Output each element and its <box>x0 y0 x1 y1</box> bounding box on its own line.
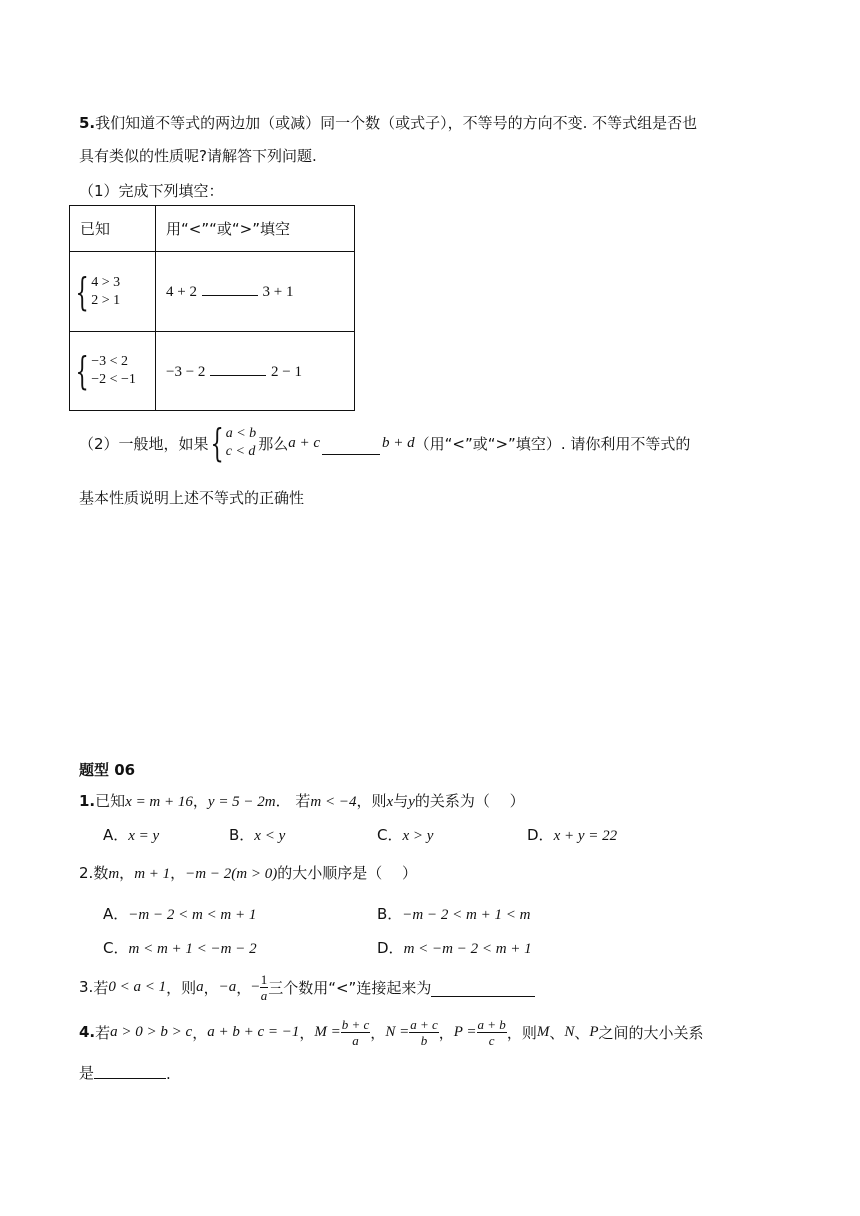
table-row2-fill: −3 − 2 2 − 1 <box>156 332 355 411</box>
p2-option-a[interactable]: A．−m − 2 < m < m + 1 <box>103 905 257 923</box>
p1-option-d[interactable]: D．x + y = 22 <box>527 826 618 844</box>
p2-option-d[interactable]: D．m < −m − 2 < m + 1 <box>377 939 532 957</box>
p1-option-b[interactable]: B．x < y <box>229 826 286 844</box>
q5-part2-line2: 基本性质说明上述不等式的正确性 <box>79 489 305 507</box>
fraction-p: $\frac{a + b}{c}$ <box>477 1016 506 1048</box>
p1-option-a[interactable]: A．x = y <box>103 826 160 844</box>
section-title: 题型 06 <box>79 761 136 779</box>
answer-blank[interactable] <box>322 453 380 455</box>
table-header-fill: 用“<”“或“>”填空 <box>156 206 355 252</box>
part2-system: { a < b c < d <box>209 421 257 465</box>
problem-4-line2: 是 . <box>79 1064 171 1083</box>
q5-part1-label: （1）完成下列填空： <box>79 182 224 200</box>
fraction-1-over-a: $\frac{1}{a}$ <box>260 971 268 1003</box>
answer-blank[interactable] <box>431 995 535 997</box>
q5-text-line1: 我们知道不等式的两边加（或减）同一个数（或式子），不等号的方向不变. 不等式组是否也 <box>95 114 698 132</box>
problem-2: 2.数m，m + 1，−m − 2(m > 0)的大小顺序是（ ） <box>79 864 417 882</box>
table-row1-system: { 4 > 3 2 > 1 <box>70 252 156 332</box>
fill-table <box>69 205 355 411</box>
problem-1: 1.已知x = m + 16，y = 5 − 2m． 若m < −4，则x与y的关系为（ ） <box>79 792 525 810</box>
q5-line1 <box>79 112 697 133</box>
p2-option-c[interactable]: C．m < m + 1 < −m − 2 <box>103 939 257 957</box>
fraction-n: $\frac{a + c}{b}$ <box>410 1016 438 1048</box>
p2-option-b[interactable]: B．−m − 2 < m + 1 < m <box>377 905 531 923</box>
fraction-m: $\frac{b + c}{a}$ <box>341 1016 370 1048</box>
answer-blank[interactable] <box>94 1077 166 1079</box>
q5-text-line2: 具有类似的性质呢?请解答下列问题. <box>79 147 317 165</box>
problem-4: 4. 若 a > 0 > b > c ， a + b + c = −1 ， M = $\frac{b + c}{a}$ ， N = $\frac{a + c}{b}$ ， P = $\frac{a + b}{c}$ ，则 M 、 N 、 P 之间的大小关系 <box>79 1016 704 1048</box>
table-header-known: 已知 <box>70 206 156 252</box>
table-row2-system: { −3 < 2 −2 < −1 <box>70 332 156 411</box>
q5-number: 5. <box>79 114 96 132</box>
problem-3: 3. 若 0 < a < 1 ，则 a ， −a ， − $\frac{1}{a}$ 三个数用“<”连接起来为 <box>79 967 535 1007</box>
p1-option-c[interactable]: C．x > y <box>377 826 434 844</box>
answer-blank[interactable] <box>210 374 266 376</box>
table-row1-fill: 4 + 2 3 + 1 <box>156 252 355 332</box>
answer-blank[interactable] <box>202 294 258 296</box>
q5-part2: （2）一般地，如果 { a < b c < d 那么 a + c b + d （用“<”或“>”填空）. 请你利用不等式的 <box>79 421 691 465</box>
